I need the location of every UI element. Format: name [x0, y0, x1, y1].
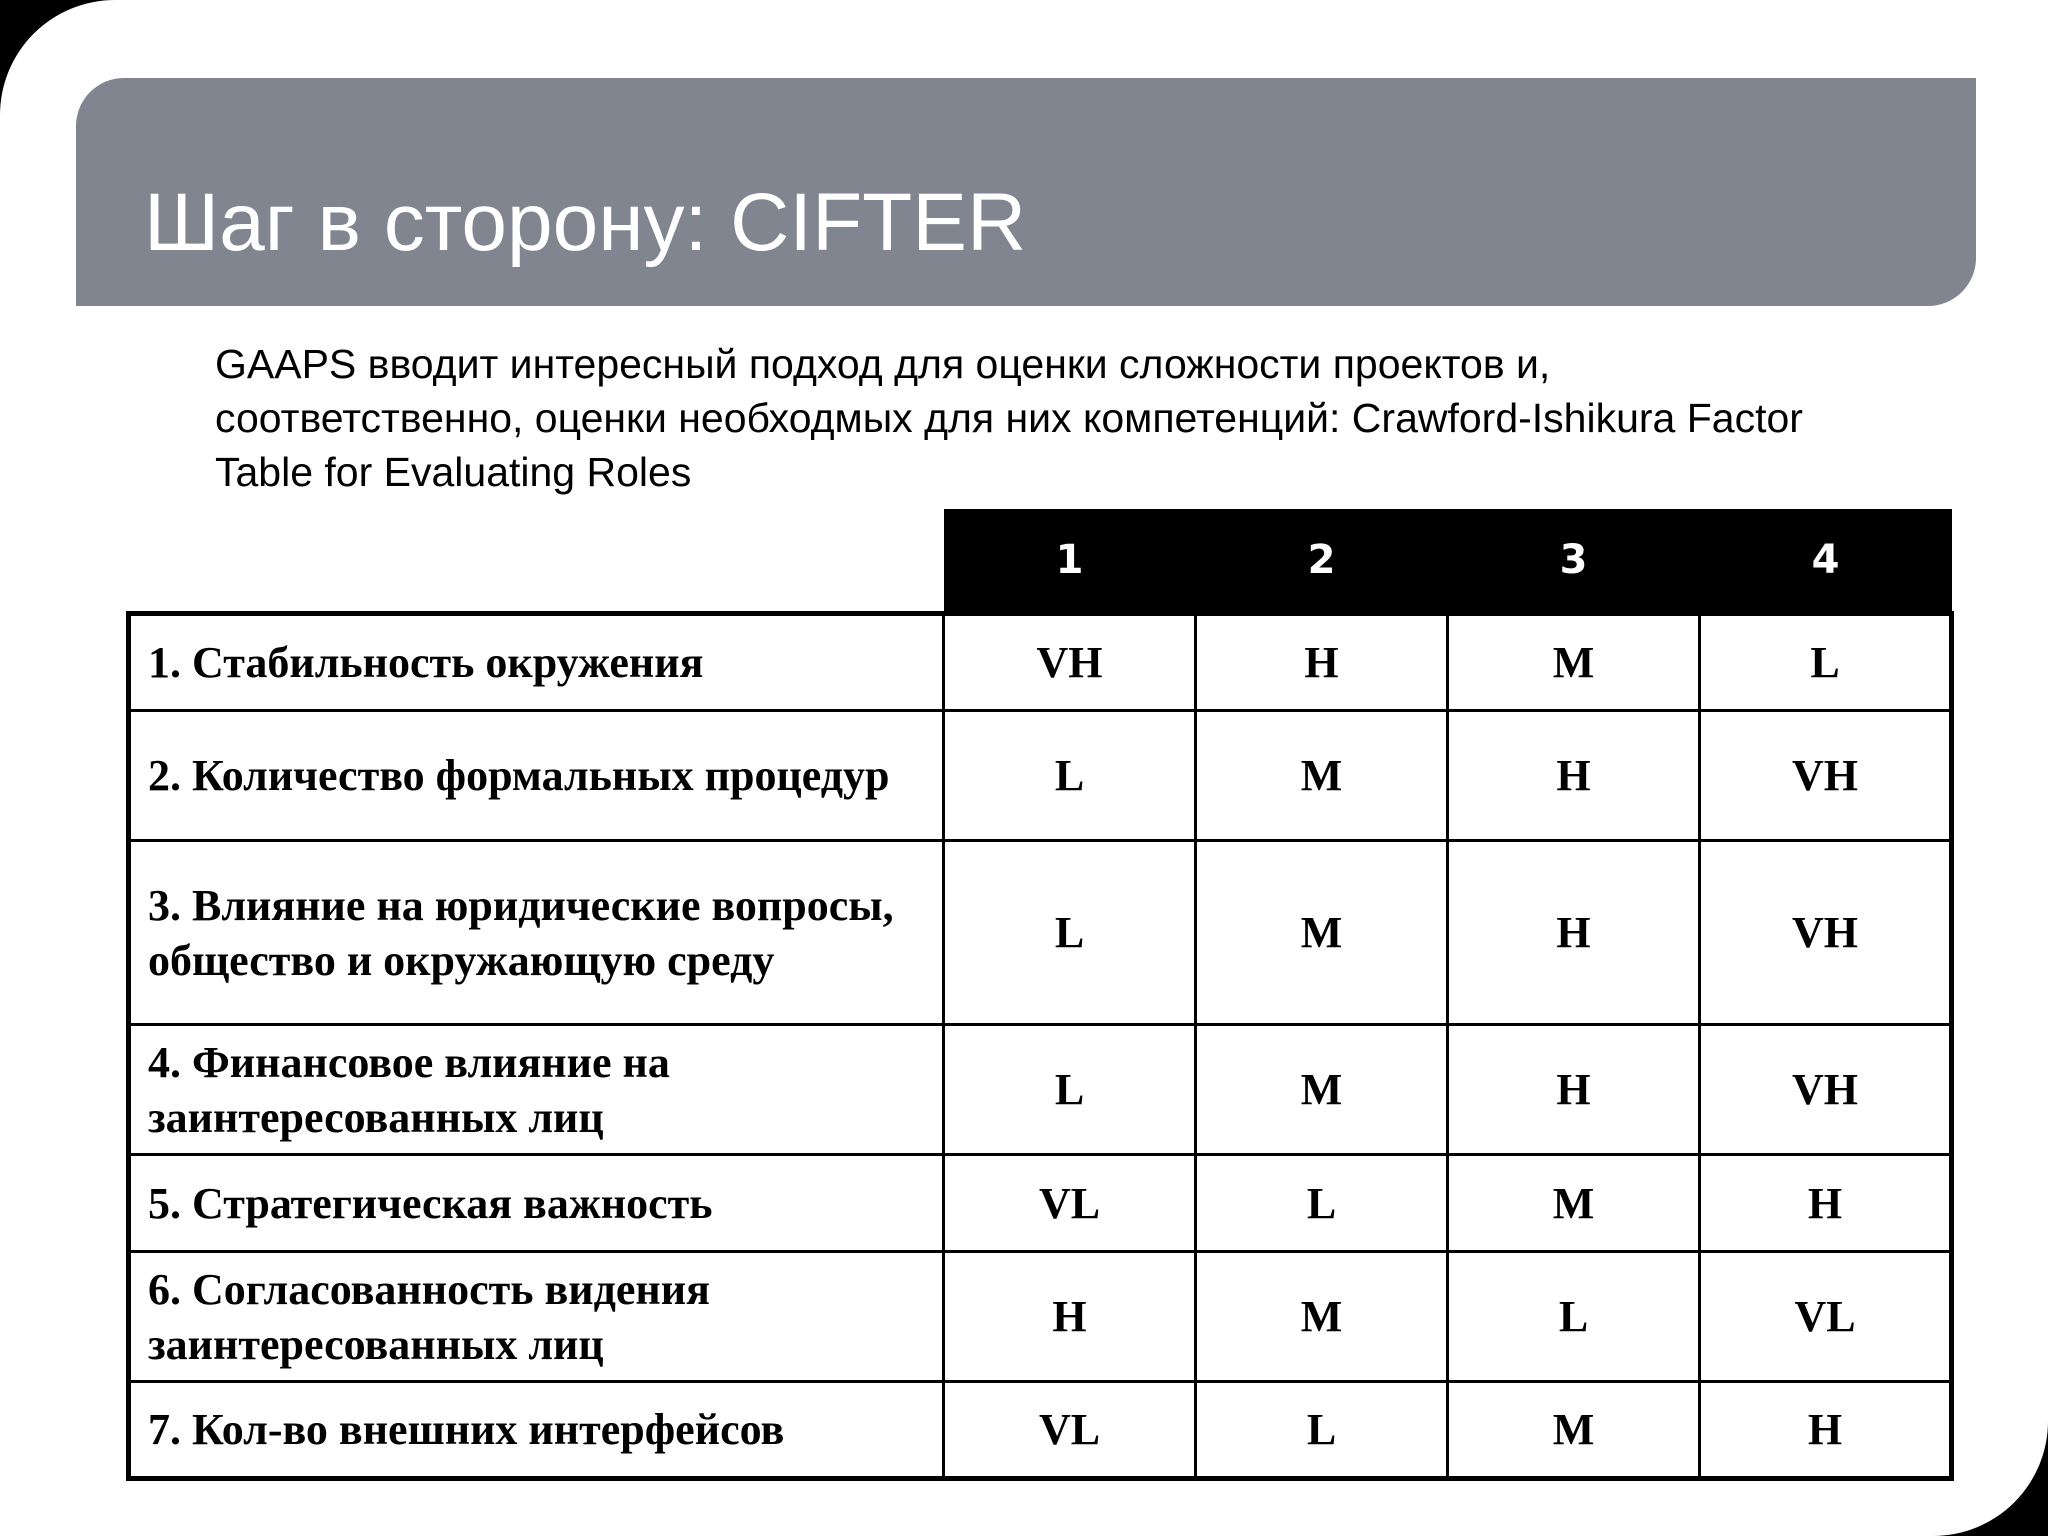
rating-cell: M — [1196, 841, 1448, 1025]
column-header-4: 4 — [1700, 509, 1952, 614]
table-row — [129, 711, 1952, 841]
rating-cell: H — [1196, 614, 1448, 711]
rating-cell: H — [1448, 841, 1700, 1025]
rating-cell: L — [1196, 1155, 1448, 1252]
column-header-3: 3 — [1448, 509, 1700, 614]
rating-cell: VH — [1700, 841, 1952, 1025]
rating-cell: L — [1700, 614, 1952, 711]
rating-cell: VL — [944, 1382, 1196, 1479]
factor-label: 5. Стратегическая важность — [129, 1155, 944, 1252]
table-row — [129, 1252, 1952, 1382]
rating-cell: L — [944, 1025, 1196, 1155]
rating-cell: M — [1196, 711, 1448, 841]
factor-label: 1. Стабильность окружения — [129, 614, 944, 711]
factor-label: 6. Согласованность видения заинтересованных лиц — [129, 1252, 944, 1382]
table-row — [129, 841, 1952, 1025]
rating-cell: VL — [944, 1155, 1196, 1252]
rating-cell: L — [944, 841, 1196, 1025]
rating-cell: VH — [1700, 711, 1952, 841]
column-header-1: 1 — [944, 509, 1196, 614]
rating-cell: M — [1196, 1025, 1448, 1155]
intro-text: GAAPS вводит интересный подход для оценки сложности проектов и, соответственно, оценки необходмых для них компетенций: Crawford-Ishikura Factor Table for Evaluating Roles — [215, 341, 1803, 495]
rating-cell: L — [944, 711, 1196, 841]
cifter-factor-table — [126, 509, 1954, 1481]
rating-cell: M — [1196, 1252, 1448, 1382]
header-empty-cell — [129, 509, 944, 614]
column-header-2: 2 — [1196, 509, 1448, 614]
rating-cell: M — [1448, 1382, 1700, 1479]
table-row — [129, 1382, 1952, 1479]
rating-cell: M — [1448, 1155, 1700, 1252]
factor-label: 4. Финансовое влияние на заинтересованных лиц — [129, 1025, 944, 1155]
table-row — [129, 614, 1952, 711]
table-row — [129, 1155, 1952, 1252]
rating-cell: H — [1700, 1155, 1952, 1252]
factor-label: 7. Кол-во внешних интерфейсов — [129, 1382, 944, 1479]
rating-cell: H — [1700, 1382, 1952, 1479]
rating-cell: H — [944, 1252, 1196, 1382]
table-header-row — [129, 509, 1952, 614]
slide-title: Шаг в сторону: CIFTER — [144, 177, 1027, 268]
title-bar — [76, 78, 1976, 306]
rating-cell: VH — [1700, 1025, 1952, 1155]
rating-cell: H — [1448, 1025, 1700, 1155]
table-row — [129, 1025, 1952, 1155]
rating-cell: L — [1196, 1382, 1448, 1479]
rating-cell: H — [1448, 711, 1700, 841]
rating-cell: VH — [944, 614, 1196, 711]
factor-label: 3. Влияние на юридические вопросы, общество и окружающую среду — [129, 841, 944, 1025]
rating-cell: L — [1448, 1252, 1700, 1382]
rating-cell: M — [1448, 614, 1700, 711]
factor-label: 2. Количество формальных процедур — [129, 711, 944, 841]
rating-cell: VL — [1700, 1252, 1952, 1382]
